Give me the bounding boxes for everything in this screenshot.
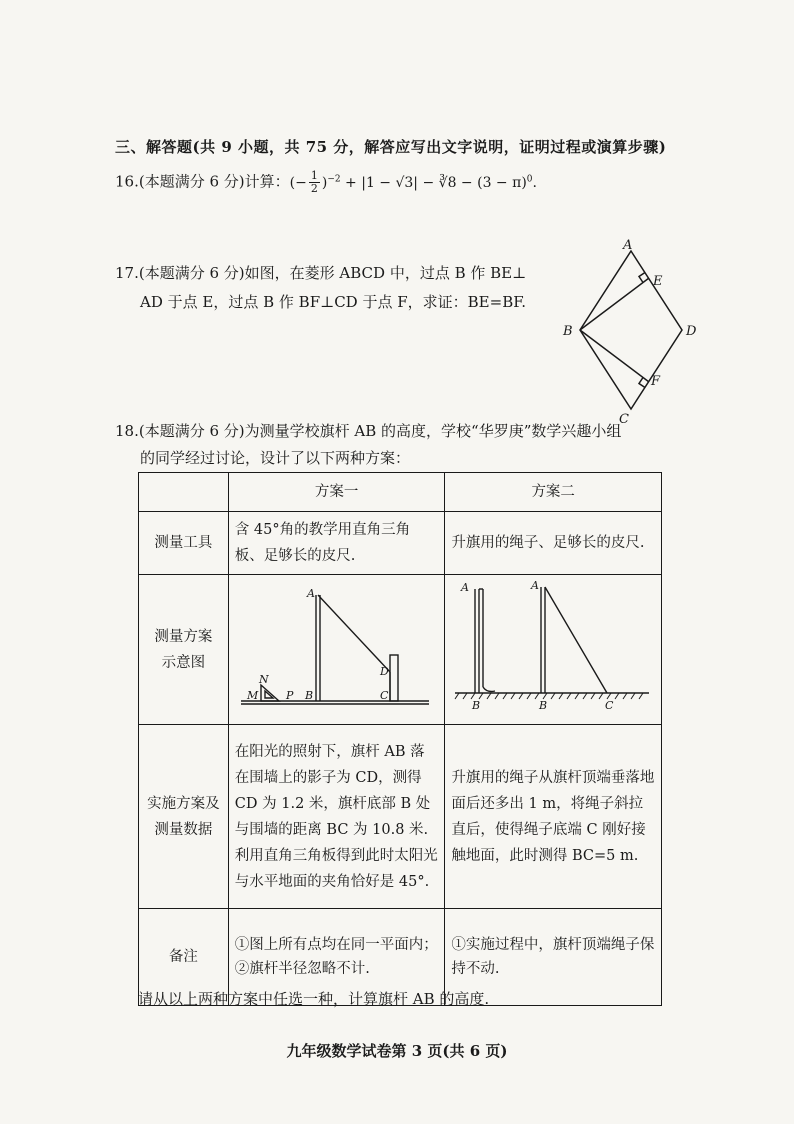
segment-be xyxy=(580,278,649,330)
d2-label-b2: B xyxy=(539,699,548,712)
table-row xyxy=(139,512,662,575)
ground-hatching xyxy=(455,693,643,699)
rhombus-diagram xyxy=(555,235,705,425)
d1-label-b: B xyxy=(304,689,313,702)
q16-expression xyxy=(289,169,537,195)
q18-line-1: 18.(本题满分 6 分)为测量学校旗杆 AB 的高度，学校“华罗庚”数学兴趣小组 xyxy=(115,422,622,440)
plan-table xyxy=(138,472,662,1006)
segment-bf xyxy=(580,330,649,382)
q16-end: . xyxy=(532,174,537,191)
q17-line-2: AD 于点 E，过点 B 作 BF⊥CD 于点 F，求证：BE=BF. xyxy=(140,293,527,311)
section-title: 三、解答题(共 9 小题，共 75 分，解答应写出文字说明，证明过程或演算步骤) xyxy=(115,138,667,156)
row-label-impl-line-2: 测量数据 xyxy=(154,821,213,838)
q16-prefix: 16.(本题满分 6 分)计算： xyxy=(115,172,290,191)
sun-ray xyxy=(318,595,390,672)
header-plan-2: 方案二 xyxy=(445,473,662,512)
plan-1-notes: ①图上所有点均在同一平面内； ②旗杆半径忽略不计. xyxy=(228,909,445,1006)
rope-taut xyxy=(545,587,607,693)
table-row xyxy=(139,575,662,725)
row-label-tools: 测量工具 xyxy=(139,512,229,575)
label-e: E xyxy=(653,274,663,289)
label-a: A xyxy=(623,238,633,253)
rope-excess xyxy=(483,687,495,692)
label-f: F xyxy=(651,374,661,389)
d2-label-b1: B xyxy=(472,699,481,712)
wall xyxy=(390,655,398,701)
d1-label-c: C xyxy=(379,689,389,702)
plan-2-notes: ①实施过程中，旗杆顶端绳子保持不动. xyxy=(445,909,662,1006)
label-c: C xyxy=(619,412,629,425)
header-blank xyxy=(139,473,229,512)
q16-exponent-1: −2 xyxy=(327,173,341,184)
d2-label-c: C xyxy=(605,699,614,712)
plan-2-implementation: 升旗用的绳子从旗杆顶端垂落地面后还多出 1 m，将绳子斜拉直后，使得绳子底端 C 刚好接触地面，此时测得 BC=5 m. xyxy=(445,725,662,909)
d1-label-d: D xyxy=(379,665,389,678)
d1-label-m: M xyxy=(246,689,259,702)
q16-frac-num: 1 xyxy=(310,169,318,182)
plan-1-diagram xyxy=(229,575,443,715)
q16-fraction xyxy=(309,170,320,195)
q16-open: (− xyxy=(289,174,307,191)
d2-label-a1: A xyxy=(461,581,470,594)
label-b: B xyxy=(563,324,573,339)
row-label-impl-line-1: 实施方案及 xyxy=(147,795,220,812)
q18-line-2: 的同学经过讨论，设计了以下两种方案： xyxy=(140,449,411,467)
d1-label-p: P xyxy=(285,689,294,702)
row-label-diagram-line-1: 测量方案 xyxy=(154,628,213,645)
plan-2-diagram xyxy=(445,575,659,715)
row-label-implementation xyxy=(139,725,229,909)
header-plan-1: 方案一 xyxy=(228,473,445,512)
q16-rest: + |1 − √3| − ∛8 − (3 − π) xyxy=(340,174,527,191)
plan-1-implementation: 在阳光的照射下，旗杆 AB 落在围墙上的影子为 CD，测得 CD 为 1.2 米，旗杆底部 B 处与围墙的距离 BC 为 10.8 米.利用直角三角板得到此时太阳光与水平地面的夹角恰好是 45°. xyxy=(228,725,445,909)
plan-1-diagram-cell xyxy=(228,575,445,725)
row-label-diagram xyxy=(139,575,229,725)
row-label-notes: 备注 xyxy=(139,909,229,1006)
q16-close: ) xyxy=(321,174,328,191)
q17-line-1: 17.(本题满分 6 分)如图，在菱形 ABCD 中，过点 B 作 BE⊥ xyxy=(115,264,527,282)
question-16 xyxy=(115,170,537,195)
q16-exponent-2: 0 xyxy=(526,173,533,184)
table-header-row xyxy=(139,473,662,512)
label-d: D xyxy=(686,324,697,339)
d1-label-a: A xyxy=(306,587,315,600)
row-label-diagram-line-2: 示意图 xyxy=(161,654,206,671)
q16-frac-den: 2 xyxy=(310,182,318,195)
plan-1-tools: 含 45°角的教学用直角三角板、足够长的皮尺. xyxy=(228,512,445,575)
d1-label-n: N xyxy=(258,673,269,686)
q18-closing: 请从以上两种方案中任选一种，计算旗杆 AB 的高度. xyxy=(138,990,490,1008)
plan-2-tools: 升旗用的绳子、足够长的皮尺. xyxy=(445,512,662,575)
table-row xyxy=(139,725,662,909)
rhombus-abcd xyxy=(580,251,682,409)
d2-label-a2: A xyxy=(531,579,540,592)
plan-2-diagram-cell xyxy=(445,575,662,725)
page-footer: 九年级数学试卷第 3 页(共 6 页) xyxy=(286,1042,508,1060)
